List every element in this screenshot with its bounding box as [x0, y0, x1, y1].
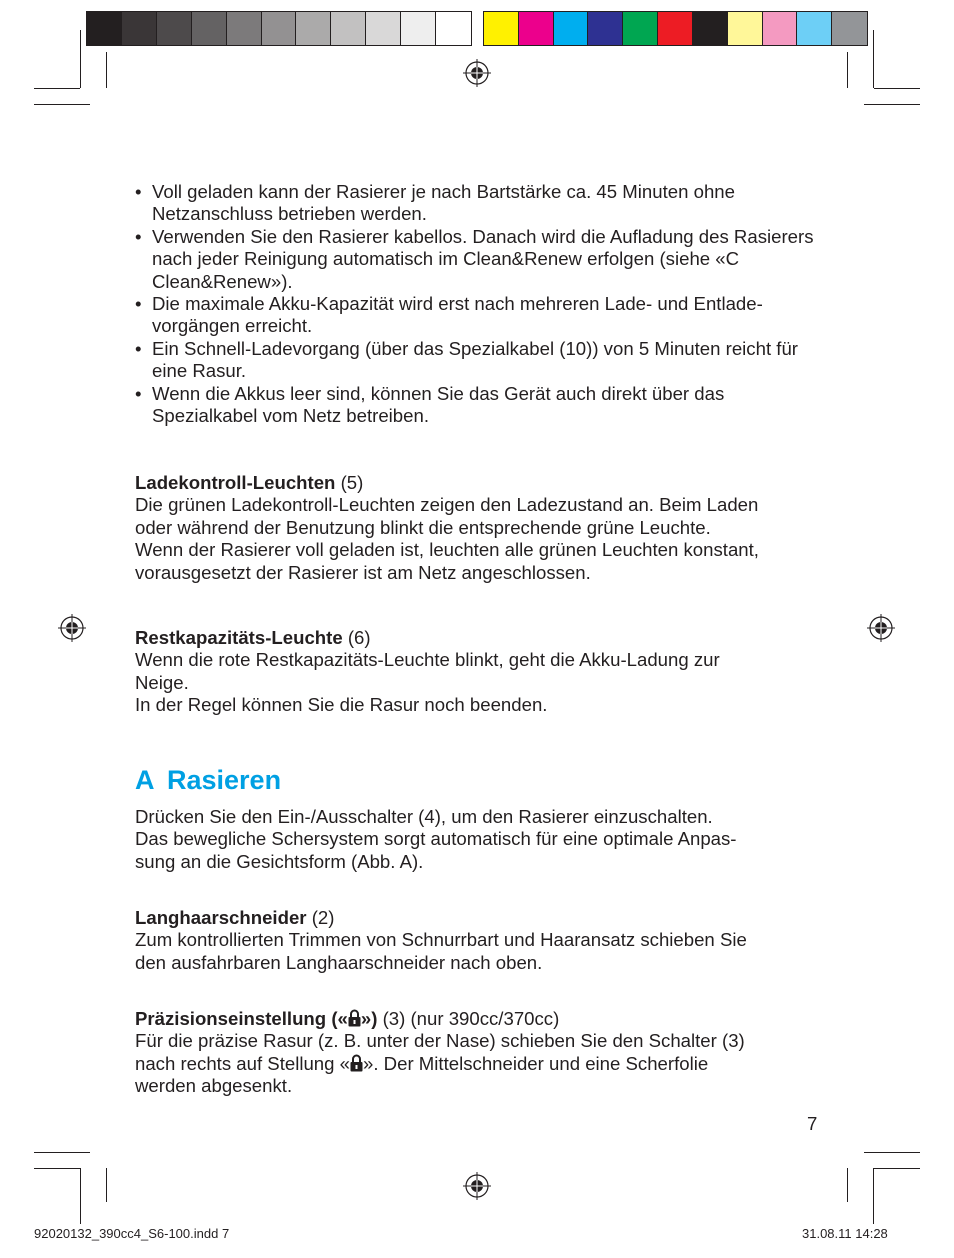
paragraph-line: sung an die Gesichtsform (Abb. A). [135, 850, 424, 872]
color-swatch [519, 12, 554, 45]
crop-mark [80, 30, 81, 88]
crop-mark [874, 1168, 920, 1169]
color-swatch [763, 12, 798, 45]
crop-mark [847, 1168, 848, 1202]
color-swatch [484, 12, 519, 45]
color-swatch [554, 12, 589, 45]
section-heading: Restkapazitäts-Leuchte (6) [135, 627, 371, 648]
process-color-bar [483, 11, 868, 46]
footer-timestamp: 31.08.11 14:28 [802, 1226, 888, 1241]
list-item: • Ein Schnell-Ladevorgang (über das Spezialkabel (10)) von 5 Minuten reicht für eine Rasur. [135, 337, 798, 382]
section-heading: Präzisionseinstellung (« ») (3) (nur 390cc/370cc) [135, 1008, 560, 1029]
crop-mark [873, 30, 874, 88]
color-swatch [401, 12, 436, 45]
paragraph-line: oder während der Benutzung blinkt die entsprechende grüne Leuchte. [135, 516, 711, 538]
low-battery-section [135, 627, 825, 717]
gray-color-bar [86, 11, 472, 46]
shaving-intro [135, 806, 825, 873]
charging-info-list [135, 181, 825, 427]
section-heading: Ladekontroll-Leuchten (5) [135, 472, 364, 493]
color-swatch [623, 12, 658, 45]
crop-mark [106, 1168, 107, 1202]
registration-mark-icon [462, 1171, 492, 1201]
color-swatch [436, 12, 471, 45]
paragraph-line: vorausgesetzt der Rasierer ist am Netz angeschlossen. [135, 561, 591, 583]
footer-filename: 92020132_390cc4_S6-100.indd 7 [34, 1226, 230, 1241]
list-item: • Voll geladen kann der Rasierer je nach Bartstärke ca. 45 Minuten ohne Netzanschluss betrieben werden. [135, 181, 735, 225]
crop-mark [34, 1168, 80, 1169]
color-swatch [693, 12, 728, 45]
color-swatch [366, 12, 401, 45]
crop-mark [874, 88, 920, 89]
color-swatch [331, 12, 366, 45]
list-item: • Wenn die Akkus leer sind, können Sie das Gerät auch direkt über das Spezialkabel vom Netz betreiben. [135, 382, 725, 427]
color-swatch [87, 12, 122, 45]
paragraph-line: Neige. [135, 671, 189, 693]
color-swatch [728, 12, 763, 45]
crop-mark [106, 52, 107, 88]
crop-mark [34, 104, 90, 105]
paragraph-line: Drücken Sie den Ein-/Ausschalter (4), um den Rasierer einzuschalten. [135, 806, 713, 827]
paragraph-line: Wenn der Rasierer voll geladen ist, leuchten alle grünen Leuchten konstant, [135, 539, 759, 561]
color-swatch [122, 12, 157, 45]
page-number: 7 [807, 1113, 818, 1134]
paragraph-line: Für die präzise Rasur (z. B. unter der Nase) schieben Sie den Schalter (3) [135, 1030, 745, 1052]
precision-setting-section [135, 1008, 825, 1098]
lock-icon [350, 1054, 363, 1072]
lock-icon [348, 1009, 361, 1027]
color-swatch [832, 12, 867, 45]
paragraph-line: den ausfahrbaren Langhaarschneider nach oben. [135, 951, 543, 973]
chapter-heading: A Rasieren [135, 765, 282, 795]
list-item: • Die maximale Akku-Kapazität wird erst nach mehreren Lade- und Entlade-vorgängen erreicht. [135, 293, 763, 337]
paragraph-line: Wenn die rote Restkapazitäts-Leuchte blinkt, geht die Akku-Ladung zur [135, 649, 720, 671]
color-swatch [157, 12, 192, 45]
color-swatch [192, 12, 227, 45]
registration-mark-icon [57, 613, 87, 643]
color-swatch [588, 12, 623, 45]
color-swatch [296, 12, 331, 45]
paragraph-line: Das bewegliche Schersystem sorgt automatisch für eine optimale Anpas- [135, 828, 737, 850]
registration-mark-icon [866, 613, 896, 643]
paragraph-line: Die grünen Ladekontroll-Leuchten zeigen den Ladezustand an. Beim Laden [135, 494, 759, 516]
color-swatch [658, 12, 693, 45]
section-heading: Langhaarschneider (2) [135, 907, 335, 928]
crop-mark [34, 1152, 90, 1153]
color-swatch [797, 12, 832, 45]
color-swatch [227, 12, 262, 45]
crop-mark [80, 1168, 81, 1224]
long-hair-trimmer-section [135, 907, 825, 974]
paragraph-line: Zum kontrollierten Trimmen von Schnurrbart und Haaransatz schieben Sie [135, 929, 747, 951]
crop-mark [864, 104, 920, 105]
paragraph-line: nach rechts auf Stellung « ». Der Mittelschneider und eine Scherfolie [135, 1052, 709, 1074]
crop-mark [873, 1168, 874, 1224]
crop-mark [847, 52, 848, 88]
crop-mark [864, 1152, 920, 1153]
color-swatch [262, 12, 297, 45]
crop-mark [34, 88, 80, 89]
registration-mark-icon [462, 58, 492, 88]
charge-indicator-section [135, 472, 825, 584]
list-item: • Verwenden Sie den Rasierer kabellos. Danach wird die Aufladung des Rasierers nach jeder Reinigung automatisch im Clean&Renew erfolgen (siehe «C Clean&Renew»). [135, 225, 814, 292]
paragraph-line: In der Regel können Sie die Rasur noch beenden. [135, 694, 548, 716]
paragraph-line: werden abgesenkt. [135, 1075, 293, 1097]
